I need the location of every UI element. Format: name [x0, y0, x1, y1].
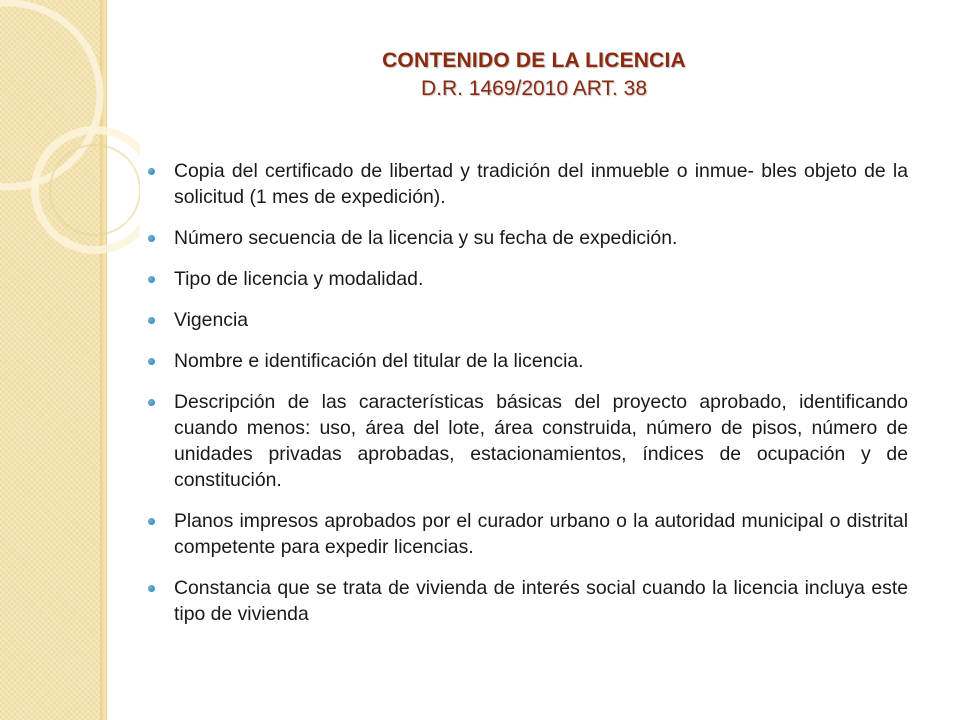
bullet-item	[174, 225, 908, 251]
bullet-text: Nombre e identificación del titular de la licencia.	[174, 350, 584, 372]
title-subheading: D.R. 1469/2010 ART. 38	[420, 77, 648, 100]
bullet-dot-icon	[148, 358, 155, 365]
bullet-dot-icon	[148, 317, 155, 324]
bullet-dot-icon	[148, 235, 155, 242]
bullet-list	[174, 158, 908, 642]
bullet-text: Copia del certificado de libertad y tradición del inmueble o inmue- bles objeto de la solicitud (1 mes de expedición).	[174, 160, 908, 208]
bullet-item	[174, 508, 908, 560]
bullet-item	[174, 348, 908, 374]
slide-title	[108, 46, 960, 104]
bullet-dot-icon	[148, 276, 155, 283]
bullet-text: Número secuencia de la licencia y su fecha de expedición.	[174, 227, 678, 249]
bullet-dot-icon	[148, 168, 155, 175]
bullet-text: Planos impresos aprobados por el curador urbano o la autoridad municipal o distrital competente para expedir licencias.	[174, 510, 908, 558]
bullet-text: Constancia que se trata de vivienda de interés social cuando la licencia incluya este tipo de vivienda	[174, 577, 908, 625]
bullet-item	[174, 575, 908, 627]
bullet-item	[174, 266, 908, 292]
bullet-item	[174, 158, 908, 210]
bullet-item	[174, 389, 908, 493]
bullet-dot-icon	[148, 585, 155, 592]
title-heading: CONTENIDO DE LA LICENCIA	[382, 49, 686, 72]
bullet-item	[174, 307, 908, 333]
bullet-dot-icon	[148, 518, 155, 525]
bullet-text: Vigencia	[174, 309, 249, 331]
bullet-text: Tipo de licencia y modalidad.	[174, 268, 424, 290]
bullet-dot-icon	[148, 399, 155, 406]
bullet-text: Descripción de las características básicas del proyecto aprobado, identificando cuando menos: uso, área del lote, área construida, número de pisos, número de unidades privadas aprobadas, estacionamientos, índices de ocupación y de constitución.	[174, 391, 908, 491]
